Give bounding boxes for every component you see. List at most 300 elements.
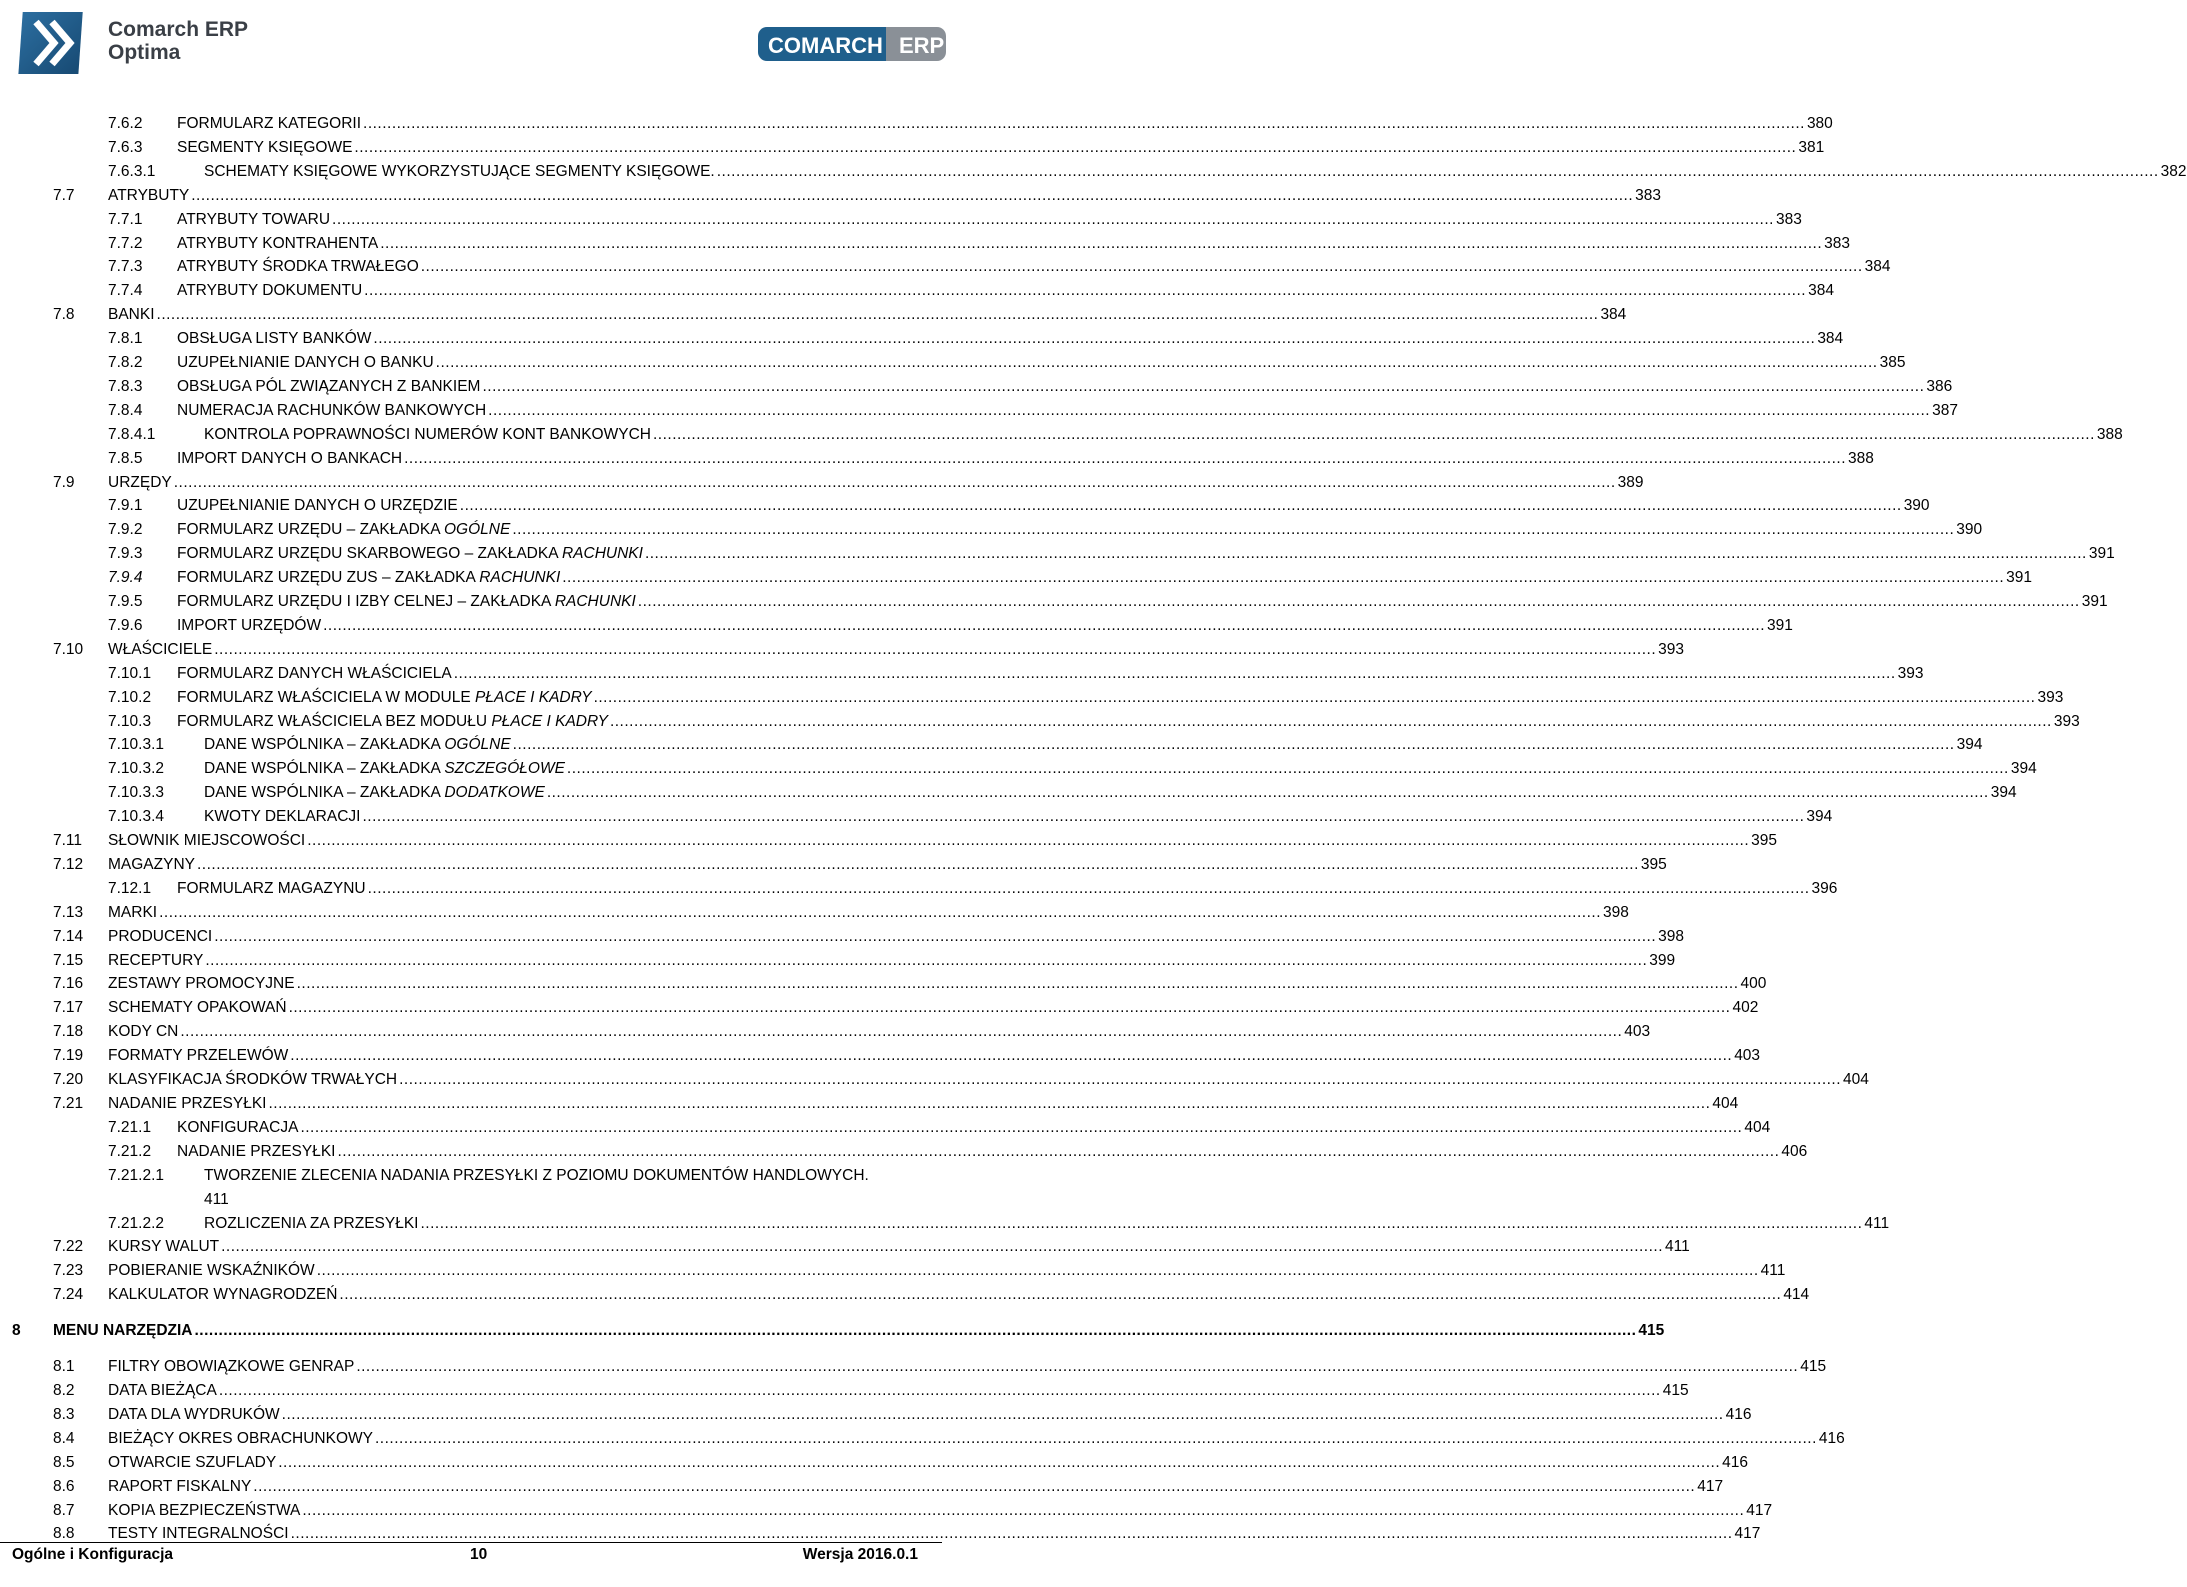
toc-entry-page: 391 [1767, 616, 1793, 634]
toc-entry-leader-dots: ............................................................................................................................................................................................................................................................................................................ [453, 664, 1896, 682]
brand-line-1: Comarch ERP [108, 18, 249, 41]
toc-entry-page: 417 [1746, 1501, 1773, 1519]
toc-entry-title: NADANIE PRZESYŁKI [108, 1094, 267, 1112]
toc-entry-number: 8.4 [53, 1429, 75, 1447]
toc-entry[interactable] [0, 591, 2108, 613]
toc-entry-number: 7.7.1 [108, 210, 143, 228]
toc-entry-title-line [177, 209, 1802, 231]
toc-entry[interactable] [0, 782, 2017, 804]
toc-entry-leader-dots: ............................................................................................................................................................................................................................................................................................................ [512, 521, 1955, 539]
toc-entry-number: 7.14 [53, 927, 84, 945]
toc-entry[interactable] [0, 663, 1924, 685]
toc-entry-page: 406 [1781, 1142, 1808, 1160]
toc-entry-leader-dots: ............................................................................................................................................................................................................................................................................................................ [194, 1322, 1637, 1340]
toc-entry[interactable] [0, 1404, 1752, 1426]
toc-entry-leader-dots: ............................................................................................................................................................................................................................................................................................................ [156, 306, 1599, 324]
toc-entry-leader-dots: ............................................................................................................................................................................................................................................................................................................ [367, 879, 1810, 897]
toc-entry-title: ATRYBUTY TOWARU [177, 210, 331, 228]
toc-entry[interactable] [0, 1213, 1890, 1235]
toc-entry-leader-dots: ............................................................................................................................................................................................................................................................................................................ [420, 258, 1863, 276]
toc-entry-title: OBSŁUGA PÓL ZWIĄZANYCH Z BANKIEM [177, 377, 481, 395]
toc-entry-number: 8.3 [53, 1405, 75, 1423]
footer-version: Wersja 2016.0.1 [802, 1546, 918, 1563]
toc-entry-title: FORMULARZ URZĘDU – ZAKŁADKA [177, 521, 444, 539]
toc-entry-title: MAGAZYNY [108, 855, 195, 873]
toc-entry-leader-dots: ............................................................................................................................................................................................................................................................................................................ [296, 975, 1739, 993]
toc-entry-title-line [108, 1093, 1739, 1115]
toc-entry-number: 7.21 [53, 1094, 84, 1112]
toc-entry-title-line [108, 472, 1644, 494]
toc-entry-page: 389 [1617, 473, 1644, 491]
toc-entry-title: TWORZENIE ZLECENIA NADANIA PRZESYŁKI Z POZIOMU DOKUMENTÓW HANDLOWYCH. [204, 1166, 869, 1184]
toc-entry[interactable] [0, 1117, 1771, 1139]
toc-entry-title: MARKI [108, 903, 158, 921]
toc-entry-title: DANE WSPÓLNIKA – ZAKŁADKA [204, 784, 445, 802]
toc-entry-title: SEGMENTY KSIĘGOWE [177, 138, 353, 156]
toc-entry-page: 391 [2088, 545, 2115, 563]
toc-entry-number: 7.7.2 [108, 234, 143, 252]
toc-entry-title: ATRYBUTY ŚRODKA TRWAŁEGO [177, 258, 419, 276]
toc-entry-leader-dots: ............................................................................................................................................................................................................................................................................................................ [290, 1047, 1733, 1065]
toc-entry-title: UZUPEŁNIANIE DANYCH O BANKU [177, 354, 434, 371]
toc-entry-title: ATRYBUTY DOKUMENTU [177, 282, 363, 300]
toc-entry[interactable] [0, 1428, 1845, 1450]
toc-entry-title-line [108, 950, 1676, 972]
toc-entry-leader-dots: ............................................................................................................................................................................................................................................................................................................ [644, 545, 2087, 563]
brand-line-2: Optima [108, 41, 181, 64]
toc-entry-page: 384 [1864, 258, 1891, 276]
toc-entry[interactable] [0, 734, 1983, 756]
toc-entry-number: 7.7 [53, 186, 75, 204]
toc-entry-page: 394 [1990, 784, 2017, 802]
toc-entry-number: 8.7 [53, 1501, 75, 1519]
toc-entry-title: DATA BIEŻĄCA [108, 1382, 217, 1399]
logo-text-erp: ERP [899, 33, 945, 58]
toc-entry-number: 7.9.4 [108, 569, 143, 587]
toc-entry[interactable] [0, 209, 1802, 231]
toc-entry[interactable] [0, 304, 1627, 326]
toc-entry-page: 415 [1662, 1382, 1689, 1399]
toc-entry-page: 384 [1808, 282, 1834, 300]
toc-entry[interactable] [0, 615, 1793, 637]
toc-entry-number: 7.7.4 [108, 282, 143, 300]
toc-entry[interactable] [0, 113, 1833, 135]
toc-entry[interactable] [0, 137, 1825, 159]
toc-entry[interactable] [0, 926, 1684, 948]
toc-entry-title-line [204, 806, 1833, 828]
toc-entry-number: 7.23 [53, 1262, 84, 1280]
toc-entry-title: MENU NARZĘDZIA [53, 1322, 193, 1340]
toc-entry-page: 411 [1665, 1238, 1690, 1256]
toc-entry-number: 7.22 [53, 1238, 84, 1256]
toc-entry-title-line [177, 448, 1874, 470]
toc-entry-title-italic: DODATKOWE [444, 784, 545, 802]
toc-entry-title-line [108, 1284, 1810, 1306]
toc-entry-title: PRODUCENCI [108, 927, 213, 945]
toc-entry[interactable] [0, 280, 1834, 302]
toc-entry-leader-dots: ............................................................................................................................................................................................................................................................................................................ [214, 927, 1657, 945]
toc-entry-page: 416 [1722, 1453, 1749, 1471]
toc-entry-title: ZESTAWY PROMOCYJNE [108, 975, 295, 993]
toc-entry-title-line [108, 1476, 1724, 1498]
toc-entry-leader-dots: ............................................................................................................................................................................................................................................................................................................ [196, 855, 1639, 873]
toc-entry-number: 7.21.1 [108, 1118, 152, 1136]
toc-entry-page: 387 [1932, 401, 1958, 419]
toc-entry-title-line [177, 519, 1983, 541]
toc-entry-leader-dots: ............................................................................................................................................................................................................................................................................................................ [363, 115, 1805, 132]
toc-entry-title-line [177, 376, 1953, 398]
toc-entry-page: 403 [1624, 1023, 1651, 1041]
toc-entry-title: OBSŁUGA LISTY BANKÓW [177, 330, 372, 348]
toc-entry-page: 383 [1775, 210, 1802, 228]
toc-entry-leader-dots: ............................................................................................................................................................................................................................................................................................................ [652, 425, 2095, 443]
toc-entry[interactable] [0, 1380, 1689, 1402]
toc-entry[interactable] [0, 1452, 1749, 1474]
toc-entry-title-line [108, 1452, 1749, 1474]
toc-entry-page: 388 [2096, 425, 2123, 443]
toc-entry-number: 7.7.3 [108, 258, 143, 276]
toc-entry-title: WŁAŚCICIELE [108, 640, 213, 658]
toc-entry-page: 404 [1744, 1118, 1771, 1136]
toc-entry-leader-dots: ............................................................................................................................................................................................................................................................................................................ [253, 1477, 1696, 1495]
toc-entry-title: SCHEMATY KSIĘGOWE WYKORZYSTUJĄCE SEGMENTY KSIĘGOWE. [204, 162, 715, 180]
toc-entry-title-line [108, 1404, 1752, 1426]
toc-entry-number: 7.10.3.1 [108, 736, 165, 754]
toc-entry-title-line [177, 663, 1924, 685]
toc-entry-number: 7.16 [53, 975, 84, 993]
toc-entry-page: 380 [1806, 115, 1833, 132]
toc-entry-number: 7.10.2 [108, 688, 152, 706]
toc-entry-leader-dots: ............................................................................................................................................................................................................................................................................................................ [380, 234, 1823, 252]
toc-entry-number: 7.10.3.3 [108, 784, 165, 802]
toc-entry-leader-dots: ............................................................................................................................................................................................................................................................................................................ [373, 330, 1816, 348]
toc-entry-leader-dots: ............................................................................................................................................................................................................................................................................................................ [205, 951, 1648, 969]
toc-entry-number: 7.10 [53, 640, 84, 658]
toc-entry[interactable] [0, 448, 1874, 470]
toc-entry[interactable] [0, 161, 2187, 183]
toc-entry-title: BIEŻĄCY OKRES OBRACHUNKOWY [108, 1429, 373, 1447]
toc-entry-page: 400 [1740, 975, 1767, 993]
toc-entry-title-line [204, 782, 2017, 804]
toc-entry-leader-dots: ............................................................................................................................................................................................................................................................................................................ [512, 736, 1955, 754]
toc-entry-page: 383 [1635, 186, 1662, 204]
toc-entry-page: 393 [2053, 712, 2080, 730]
toc-entry-title: KALKULATOR WYNAGRODZEŃ [108, 1286, 338, 1304]
toc-entry-number: 7.8 [53, 306, 75, 324]
toc-entry[interactable] [0, 758, 2037, 780]
toc-entry-title: FORMULARZ WŁAŚCICIELA BEZ MODUŁU [177, 712, 492, 730]
toc-entry-number: 8 [12, 1322, 21, 1340]
toc-entry-number: 8.8 [53, 1525, 75, 1543]
toc-entry-title: SCHEMATY OPAKOWAŃ [108, 999, 287, 1017]
toc-entry-title-line [108, 1380, 1689, 1402]
toc-entry-page: 404 [1712, 1094, 1739, 1112]
toc-entry[interactable] [0, 1165, 960, 1187]
toc-entry[interactable] [0, 328, 1844, 350]
toc-entry-title-line [108, 1356, 1827, 1378]
toc-entry[interactable] [0, 1500, 1773, 1522]
toc-entry-page: 416 [1725, 1405, 1752, 1423]
toc-entry-number: 8.1 [53, 1358, 75, 1376]
toc-entry-title-line [108, 185, 1662, 207]
toc-entry-title: UZUPEŁNIANIE DANYCH O URZĘDZIE [177, 497, 458, 515]
toc-entry-title-line [177, 878, 1838, 900]
toc-entry[interactable] [0, 806, 1833, 828]
toc-entry-page: 391 [2006, 569, 2033, 587]
toc-entry-number: 7.17 [53, 999, 84, 1017]
toc-entry-title-italic: PŁACE I KADRY [474, 688, 592, 706]
toc-entry-leader-dots: ............................................................................................................................................................................................................................................................................................................ [332, 210, 1774, 228]
toc-entry-leader-dots: ............................................................................................................................................................................................................................................................................................................ [281, 1405, 1724, 1423]
toc-entry-page: 394 [1956, 736, 1983, 754]
comarch-erp-optima-logo-icon [14, 8, 86, 78]
toc-entry-page: 390 [1903, 497, 1930, 515]
toc-entry-number: 7.6.2 [108, 115, 143, 132]
toc-entry[interactable] [0, 950, 1676, 972]
toc-entry-number: 7.9 [53, 473, 75, 491]
toc-entry[interactable] [0, 1141, 1808, 1163]
toc-entry[interactable] [0, 639, 1685, 661]
toc-entry-title-line [204, 161, 2187, 183]
toc-entry-title-line [204, 1165, 920, 1187]
toc-entry-number: 7.12.1 [108, 879, 152, 897]
toc-entry-title-line [177, 543, 2115, 565]
toc-entry[interactable] [0, 1093, 1739, 1115]
toc-entry-title-line [204, 424, 2123, 446]
toc-entry-leader-dots: ............................................................................................................................................................................................................................................................................................................ [316, 1262, 1759, 1280]
toc-entry-leader-dots: ............................................................................................................................................................................................................................................................................................................ [488, 401, 1931, 419]
toc-entry[interactable] [0, 1320, 1665, 1342]
toc-entry-leader-dots: ............................................................................................................................................................................................................................................................................................................ [593, 688, 2036, 706]
toc-entry-leader-dots: ............................................................................................................................................................................................................................................................................................................ [173, 473, 1616, 491]
toc-entry-title-line [108, 926, 1684, 948]
toc-entry-title-line [177, 328, 1844, 350]
toc-entry[interactable] [0, 1356, 1827, 1378]
toc-entry-title-line [177, 1117, 1771, 1139]
toc-entry-title-line [108, 1428, 1845, 1450]
toc-entry-title: FORMULARZ DANYCH WŁAŚCICIELA [177, 664, 452, 682]
toc-entry-title: OTWARCIE SZUFLADY [108, 1453, 277, 1471]
toc-entry-page: 384 [1817, 330, 1844, 348]
toc-entry-leader-dots: ............................................................................................................................................................................................................................................................................................................ [221, 1238, 1664, 1256]
toc-entry-number: 7.21.2.2 [108, 1214, 165, 1232]
toc-entry-title: KURSY WALUT [108, 1238, 220, 1256]
toc-entry-page: 411 [204, 1190, 229, 1208]
toc-entry-page: 399 [1649, 951, 1676, 969]
toc-entry-page: 416 [1818, 1429, 1845, 1447]
toc-entry-page: 394 [1806, 808, 1833, 826]
toc-entry-leader-dots: ............................................................................................................................................................................................................................................................................................................ [268, 1094, 1711, 1112]
toc-entry-title: IMPORT DANYCH O BANKACH [177, 449, 403, 467]
toc-entry-leader-dots: ............................................................................................................................................................................................................................................................................................................ [420, 1214, 1863, 1232]
toc-entry-title-line [177, 711, 2080, 733]
toc-entry[interactable] [0, 256, 1891, 278]
toc-entry-page: 381 [1798, 138, 1825, 156]
toc-entry-page: 398 [1658, 927, 1684, 945]
toc-entry-leader-dots: ............................................................................................................................................................................................................................................................................................................ [337, 1142, 1780, 1160]
toc-entry-title: KONFIGURACJA [177, 1118, 299, 1136]
toc-entry-leader-dots: ............................................................................................................................................................................................................................................................................................................ [404, 449, 1846, 467]
toc-entry-leader-dots: ............................................................................................................................................................................................................................................................................................................ [566, 760, 2009, 778]
toc-entry-page: 398 [1603, 903, 1629, 921]
toc-entry[interactable] [0, 1236, 1690, 1258]
toc-entry[interactable] [0, 233, 1851, 255]
toc-entry[interactable] [0, 973, 1767, 995]
toc-entry-number: 7.6.3 [108, 138, 143, 156]
toc-entry-leader-dots: ............................................................................................................................................................................................................................................................................................................ [159, 903, 1602, 921]
toc-entry-number: 7.8.2 [108, 354, 143, 371]
toc-entry-title: FORMULARZ MAGAZYNU [177, 879, 366, 897]
toc-entry-number: 7.10.3.2 [108, 760, 165, 778]
toc-entry-leader-dots: ............................................................................................................................................................................................................................................................................................................ [374, 1429, 1817, 1447]
toc-entry-number: 8.6 [53, 1477, 75, 1495]
toc-entry[interactable] [0, 519, 1983, 541]
toc-entry-title-italic: RACHUNKI [561, 545, 643, 563]
toc-entry-title-line [108, 997, 1759, 1019]
toc-entry-title-line [204, 758, 2037, 780]
toc-entry-page: 417 [1734, 1525, 1761, 1543]
toc-entry-leader-dots: ............................................................................................................................................................................................................................................................................................................ [290, 1525, 1733, 1543]
toc-entry-title: KONTROLA POPRAWNOŚCI NUMERÓW KONT BANKOWYCH [204, 425, 651, 443]
toc-entry-page: 396 [1811, 879, 1838, 897]
toc-entry-number: 7.13 [53, 903, 84, 921]
toc-entry-page: 384 [1600, 306, 1627, 324]
toc-entry-title: FORMULARZ KATEGORII [177, 115, 362, 132]
toc-entry[interactable] [0, 185, 1662, 207]
toc-entry-title-line [177, 113, 1833, 135]
toc-entry-title: NADANIE PRZESYŁKI [177, 1142, 336, 1160]
toc-entry-title: DANE WSPÓLNIKA – ZAKŁADKA [204, 736, 445, 754]
toc-entry-title: NUMERACJA RACHUNKÓW BANKOWYCH [177, 401, 487, 419]
toc-entry[interactable] [0, 902, 1629, 924]
toc-entry-title: FORMATY PRZELEWÓW [108, 1047, 289, 1065]
toc-entry-title: IMPORT URZĘDÓW [177, 616, 322, 634]
logo-text-comarch: COMARCH [768, 33, 883, 58]
toc-entry-title-line [108, 639, 1685, 661]
toc-entry-title-line [108, 854, 1667, 876]
toc-entry[interactable] [0, 878, 1838, 900]
toc-entry[interactable] [0, 1476, 1724, 1498]
toc-entry-page: 403 [1734, 1047, 1761, 1065]
toc-entry-page: 415 [1638, 1322, 1665, 1340]
toc-entry-page: 414 [1783, 1286, 1810, 1304]
toc-entry[interactable] [0, 1284, 1810, 1306]
toc-entry-title-line [204, 1213, 1890, 1235]
toc-entry-title: URZĘDY [108, 473, 172, 491]
toc-entry-title: FORMULARZ URZĘDU I IZBY CELNEJ – ZAKŁADKA [177, 593, 555, 610]
toc-entry[interactable] [0, 495, 1930, 517]
toc-entry-page: 386 [1926, 377, 1953, 395]
toc-entry-number: 7.12 [53, 855, 84, 873]
toc-entry[interactable] [0, 400, 1958, 422]
toc-entry-number: 7.9.2 [108, 521, 143, 539]
toc-entry-page: 383 [1824, 234, 1851, 252]
toc-entry-leader-dots: ............................................................................................................................................................................................................................................................................................................ [300, 1118, 1743, 1136]
toc-entry-title: ROZLICZENIA ZA PRZESYŁKI [204, 1214, 419, 1232]
toc-entry-number: 8.5 [53, 1453, 75, 1471]
toc-entry-leader-dots: ............................................................................................................................................................................................................................................................................................................ [339, 1286, 1782, 1304]
toc-entry-page: 393 [1658, 640, 1685, 658]
toc-entry-title-italic: PŁACE I KADRY [491, 712, 608, 730]
toc-entry-leader-dots: ............................................................................................................................................................................................................................................................................................................ [609, 712, 2052, 730]
toc-entry-leader-dots: ............................................................................................................................................................................................................................................................................................................ [637, 593, 2080, 610]
toc-entry[interactable] [0, 1069, 1869, 1091]
toc-entry[interactable] [0, 472, 1644, 494]
toc-entry-page: 411 [1864, 1214, 1890, 1232]
toc-entry-leader-dots: ............................................................................................................................................................................................................................................................................................................ [482, 377, 1925, 395]
toc-entry-title-line [108, 1069, 1869, 1091]
toc-entry-title-line [177, 615, 1793, 637]
toc-entry[interactable] [0, 376, 1953, 398]
toc-entry-page: 415 [1800, 1358, 1827, 1376]
toc-entry-leader-dots: ............................................................................................................................................................................................................................................................................................................ [218, 1382, 1661, 1399]
toc-entry-leader-dots: ............................................................................................................................................................................................................................................................................................................ [716, 162, 2159, 180]
toc-entry[interactable] [0, 854, 1667, 876]
toc-entry-title-line [177, 137, 1825, 159]
toc-entry-number: 7.9.5 [108, 593, 143, 610]
toc-entry[interactable] [0, 1260, 1786, 1282]
toc-entry-title-italic: RACHUNKI [554, 593, 636, 610]
toc-entry-page: 385 [1879, 354, 1906, 371]
toc-entry[interactable] [0, 424, 2123, 446]
toc-entry[interactable] [0, 711, 2080, 733]
toc-entry-leader-dots: ............................................................................................................................................................................................................................................................................................................ [356, 1358, 1799, 1376]
toc-entry-title-line [177, 280, 1834, 302]
toc-entry-number: 7.8.3 [108, 377, 143, 395]
toc-entry[interactable] [0, 543, 2115, 565]
toc-entry-title: SŁOWNIK MIEJSCOWOŚCI [108, 832, 306, 849]
toc-entry-page: 395 [1751, 832, 1778, 849]
toc-entry-title: KWOTY DEKLARACJI [204, 808, 361, 826]
toc-entry[interactable] [0, 567, 2033, 589]
toc-entry-number: 7.8.1 [108, 330, 143, 348]
toc-entry-title: POBIERANIE WSKAŹNIKÓW [108, 1262, 315, 1280]
toc-entry-number: 7.8.4 [108, 401, 143, 419]
toc-entry-page: 382 [2160, 162, 2187, 180]
toc-entry-leader-dots: ............................................................................................................................................................................................................................................................................................................ [546, 784, 1989, 802]
toc-entry[interactable] [0, 1021, 1651, 1043]
toc-entry[interactable] [0, 352, 1906, 374]
toc-entry[interactable] [0, 687, 2064, 709]
toc-entry-title-line [177, 256, 1891, 278]
toc-entry-leader-dots: ............................................................................................................................................................................................................................................................................................................ [180, 1023, 1623, 1041]
toc-entry-page: 395 [1640, 855, 1667, 873]
toc-entry-title: TESTY INTEGRALNOŚCI [108, 1525, 289, 1543]
toc-entry-title: ATRYBUTY [108, 186, 190, 204]
toc-entry-number: 7.10.3 [108, 712, 152, 730]
toc-entry[interactable] [0, 1045, 1761, 1067]
brand-text [108, 18, 248, 64]
toc-entry-title-line [108, 1021, 1651, 1043]
toc-entry-number: 7.24 [53, 1286, 84, 1304]
toc-entry-number: 7.18 [53, 1023, 84, 1041]
toc-entry-page: 390 [1956, 521, 1983, 539]
toc-entry-leader-dots: ............................................................................................................................................................................................................................................................................................................ [362, 808, 1805, 826]
comarch-erp-logo-icon [758, 25, 946, 63]
toc-entry-page: 411 [1760, 1262, 1786, 1280]
toc-entry[interactable] [0, 830, 1778, 852]
toc-entry-title: RECEPTURY [108, 951, 204, 969]
toc-entry-number: 7.10.1 [108, 664, 152, 682]
footer-divider [0, 1542, 942, 1543]
toc-entry-title-line [53, 1320, 1665, 1342]
toc-entry-title: DATA DLA WYDRUKÓW [108, 1405, 280, 1423]
toc-entry-title-italic: RACHUNKI [479, 569, 561, 587]
toc-entry-page: 393 [2037, 688, 2064, 706]
toc-entry-page: 402 [1732, 999, 1759, 1017]
toc-entry[interactable] [0, 997, 1759, 1019]
footer-section-name: Ogólne i Konfiguracja [12, 1546, 174, 1563]
